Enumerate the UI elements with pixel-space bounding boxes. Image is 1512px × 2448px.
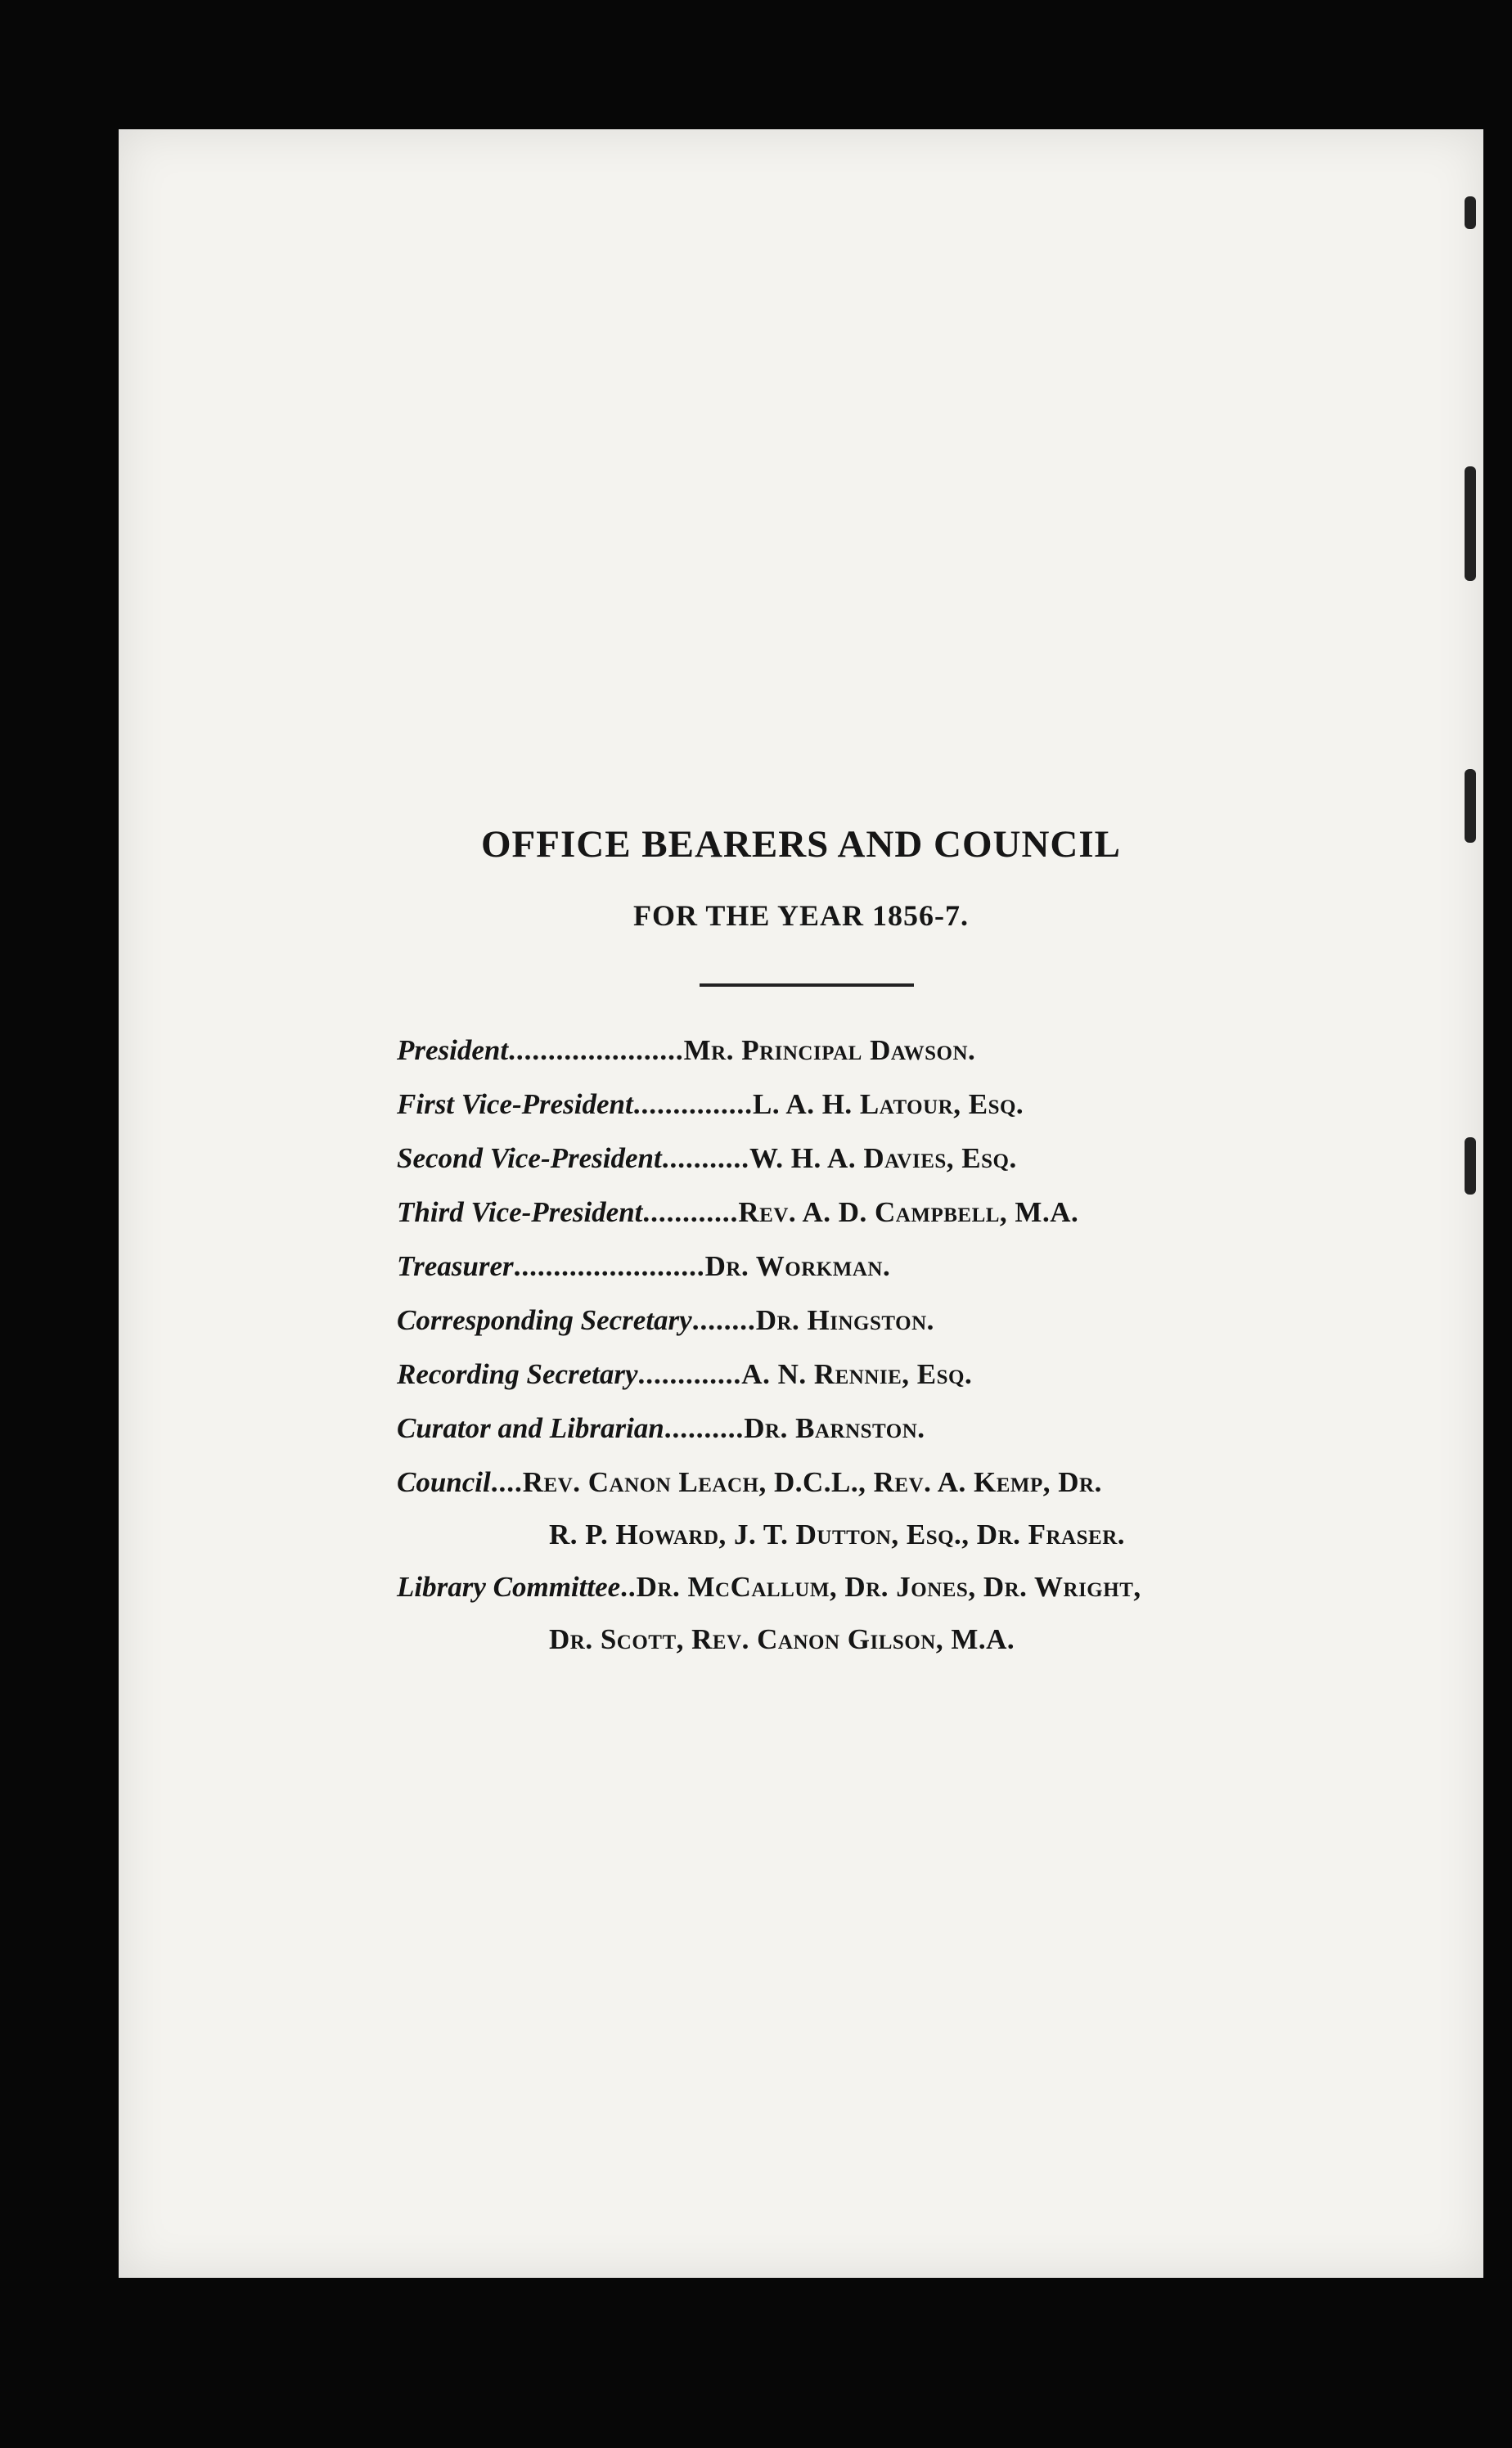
library-committee-line-2: Dr. Scott, Rev. Canon Gilson, M.A. [549, 1623, 1015, 1655]
document-page [119, 129, 1483, 2278]
officer-name: A. N. Rennie, Esq. [741, 1358, 973, 1390]
office-bearers-list [397, 1024, 1379, 1665]
library-committee-line-1: Dr. McCallum, Dr. Jones, Dr. Wright, [636, 1571, 1141, 1603]
council-members-line-1: Rev. Canon Leach, D.C.L., Rev. A. Kemp, Dr. [522, 1466, 1102, 1498]
officer-role: Recording Secretary [397, 1358, 638, 1390]
leader-dots: .......... [664, 1412, 745, 1444]
leader-dots: ............. [637, 1358, 742, 1390]
leader-dots: .. [620, 1571, 637, 1603]
leader-dots: ...................... [508, 1034, 684, 1066]
page-subtitle: FOR THE YEAR 1856-7. [632, 899, 970, 932]
leader-dots: ........................ [513, 1250, 705, 1282]
divider-rule [700, 983, 914, 987]
officer-row-treasurer [397, 1240, 1379, 1294]
officer-row-recording-secretary [397, 1348, 1379, 1402]
officer-row-curator-librarian [397, 1402, 1379, 1456]
officer-role: First Vice-President [397, 1088, 633, 1120]
officer-role: Corresponding Secretary [397, 1304, 692, 1336]
leader-dots: ........... [661, 1142, 749, 1174]
officer-name: Dr. Barnston. [744, 1412, 925, 1444]
officer-row-president [397, 1024, 1379, 1078]
library-committee-role: Library Committee [397, 1571, 621, 1603]
officer-name: Dr. Hingston. [755, 1304, 934, 1336]
officer-row-second-vice-president [397, 1132, 1379, 1186]
library-committee-row [397, 1560, 1379, 1614]
leader-dots: ........ [691, 1304, 756, 1336]
officer-name: Rev. A. D. Campbell, M.A. [738, 1196, 1079, 1228]
officer-role: Third Vice-President [397, 1196, 643, 1228]
officer-row-third-vice-president [397, 1186, 1379, 1240]
council-role: Council [397, 1466, 491, 1498]
binding-mark [1465, 769, 1476, 843]
officer-name: L. A. H. Latour, Esq. [753, 1088, 1024, 1120]
council-members-line-2: R. P. Howard, J. T. Dutton, Esq., Dr. Fraser. [549, 1519, 1125, 1550]
officer-role: Treasurer [397, 1250, 514, 1282]
binding-mark [1465, 196, 1476, 229]
officer-name: W. H. A. Davies, Esq. [749, 1142, 1017, 1174]
officer-name: Dr. Workman. [704, 1250, 891, 1282]
leader-dots: ............... [632, 1088, 753, 1120]
officer-row-corresponding-secretary [397, 1294, 1379, 1348]
binding-edge [1465, 131, 1479, 2275]
binding-mark [1465, 1137, 1476, 1195]
officer-name: Mr. Principal Dawson. [683, 1034, 976, 1066]
officer-row-first-vice-president [397, 1078, 1379, 1132]
binding-mark [1465, 466, 1476, 581]
officer-role: Second Vice-President [397, 1142, 662, 1174]
leader-dots: .... [490, 1466, 523, 1498]
page-title: OFFICE BEARERS AND COUNCIL [480, 823, 1122, 866]
leader-dots: ............ [642, 1196, 739, 1228]
council-row [397, 1456, 1379, 1510]
officer-role: President [397, 1034, 509, 1066]
officer-role: Curator and Librarian [397, 1412, 664, 1444]
